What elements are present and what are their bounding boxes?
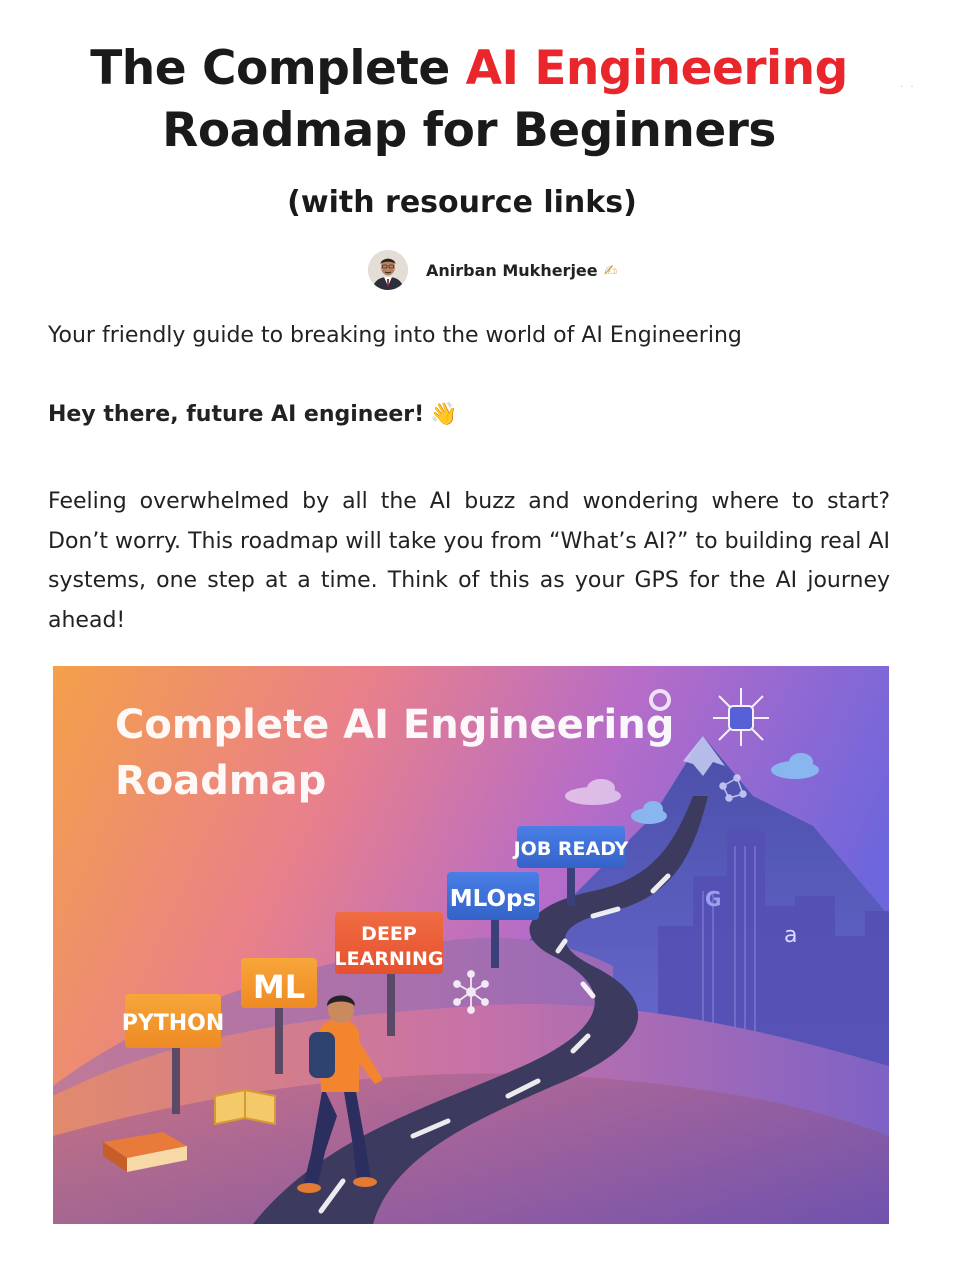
- sign-job-ready-label: JOB READY: [513, 838, 629, 860]
- sign-python-label: PYTHON: [121, 1011, 225, 1036]
- decorative-dots: · ·: [900, 82, 916, 93]
- waving-hand-icon: 👋: [430, 402, 458, 427]
- sign-deep-label: DEEP: [361, 923, 417, 945]
- roadmap-hero-image: [53, 666, 889, 1224]
- hero-heading-line2: Roadmap: [115, 758, 327, 804]
- google-logo: G: [705, 887, 722, 911]
- author-name[interactable]: Anirban Mukherjee: [426, 260, 598, 280]
- sign-ml-label: ML: [252, 968, 306, 1006]
- article-subtitle: (with resource links): [287, 185, 637, 220]
- title-part1: The Complete: [90, 41, 466, 96]
- open-book-icon: [215, 1090, 275, 1124]
- body-paragraph: Feeling overwhelmed by all the AI buzz and wondering where to start? Don’t worry. This roadmap will take you from “What’s AI?” to building real AI systems, one step at a time. Think of this as your GPS for the AI journey ahead!: [48, 489, 890, 633]
- title-accent: AI Engineering: [465, 41, 848, 96]
- greeting-text: Hey there, future AI engineer!: [48, 402, 425, 427]
- author-byline[interactable]: [368, 249, 617, 291]
- article-title: [0, 38, 938, 162]
- title-part2: Roadmap for Beginners: [162, 103, 776, 158]
- sign-learning-label: LEARNING: [334, 948, 444, 970]
- roadmap-illustration: [53, 666, 889, 1224]
- hero-heading-line1: Complete AI Engineering: [115, 702, 675, 748]
- amazon-logo: a: [784, 923, 798, 948]
- intro-text: Your friendly guide to breaking into the world of AI Engineering: [48, 323, 742, 348]
- writing-hand-icon: ✍: [603, 260, 618, 280]
- sign-mlops-label: MLOps: [449, 886, 537, 912]
- avatar[interactable]: [368, 250, 408, 290]
- greeting: [48, 402, 890, 427]
